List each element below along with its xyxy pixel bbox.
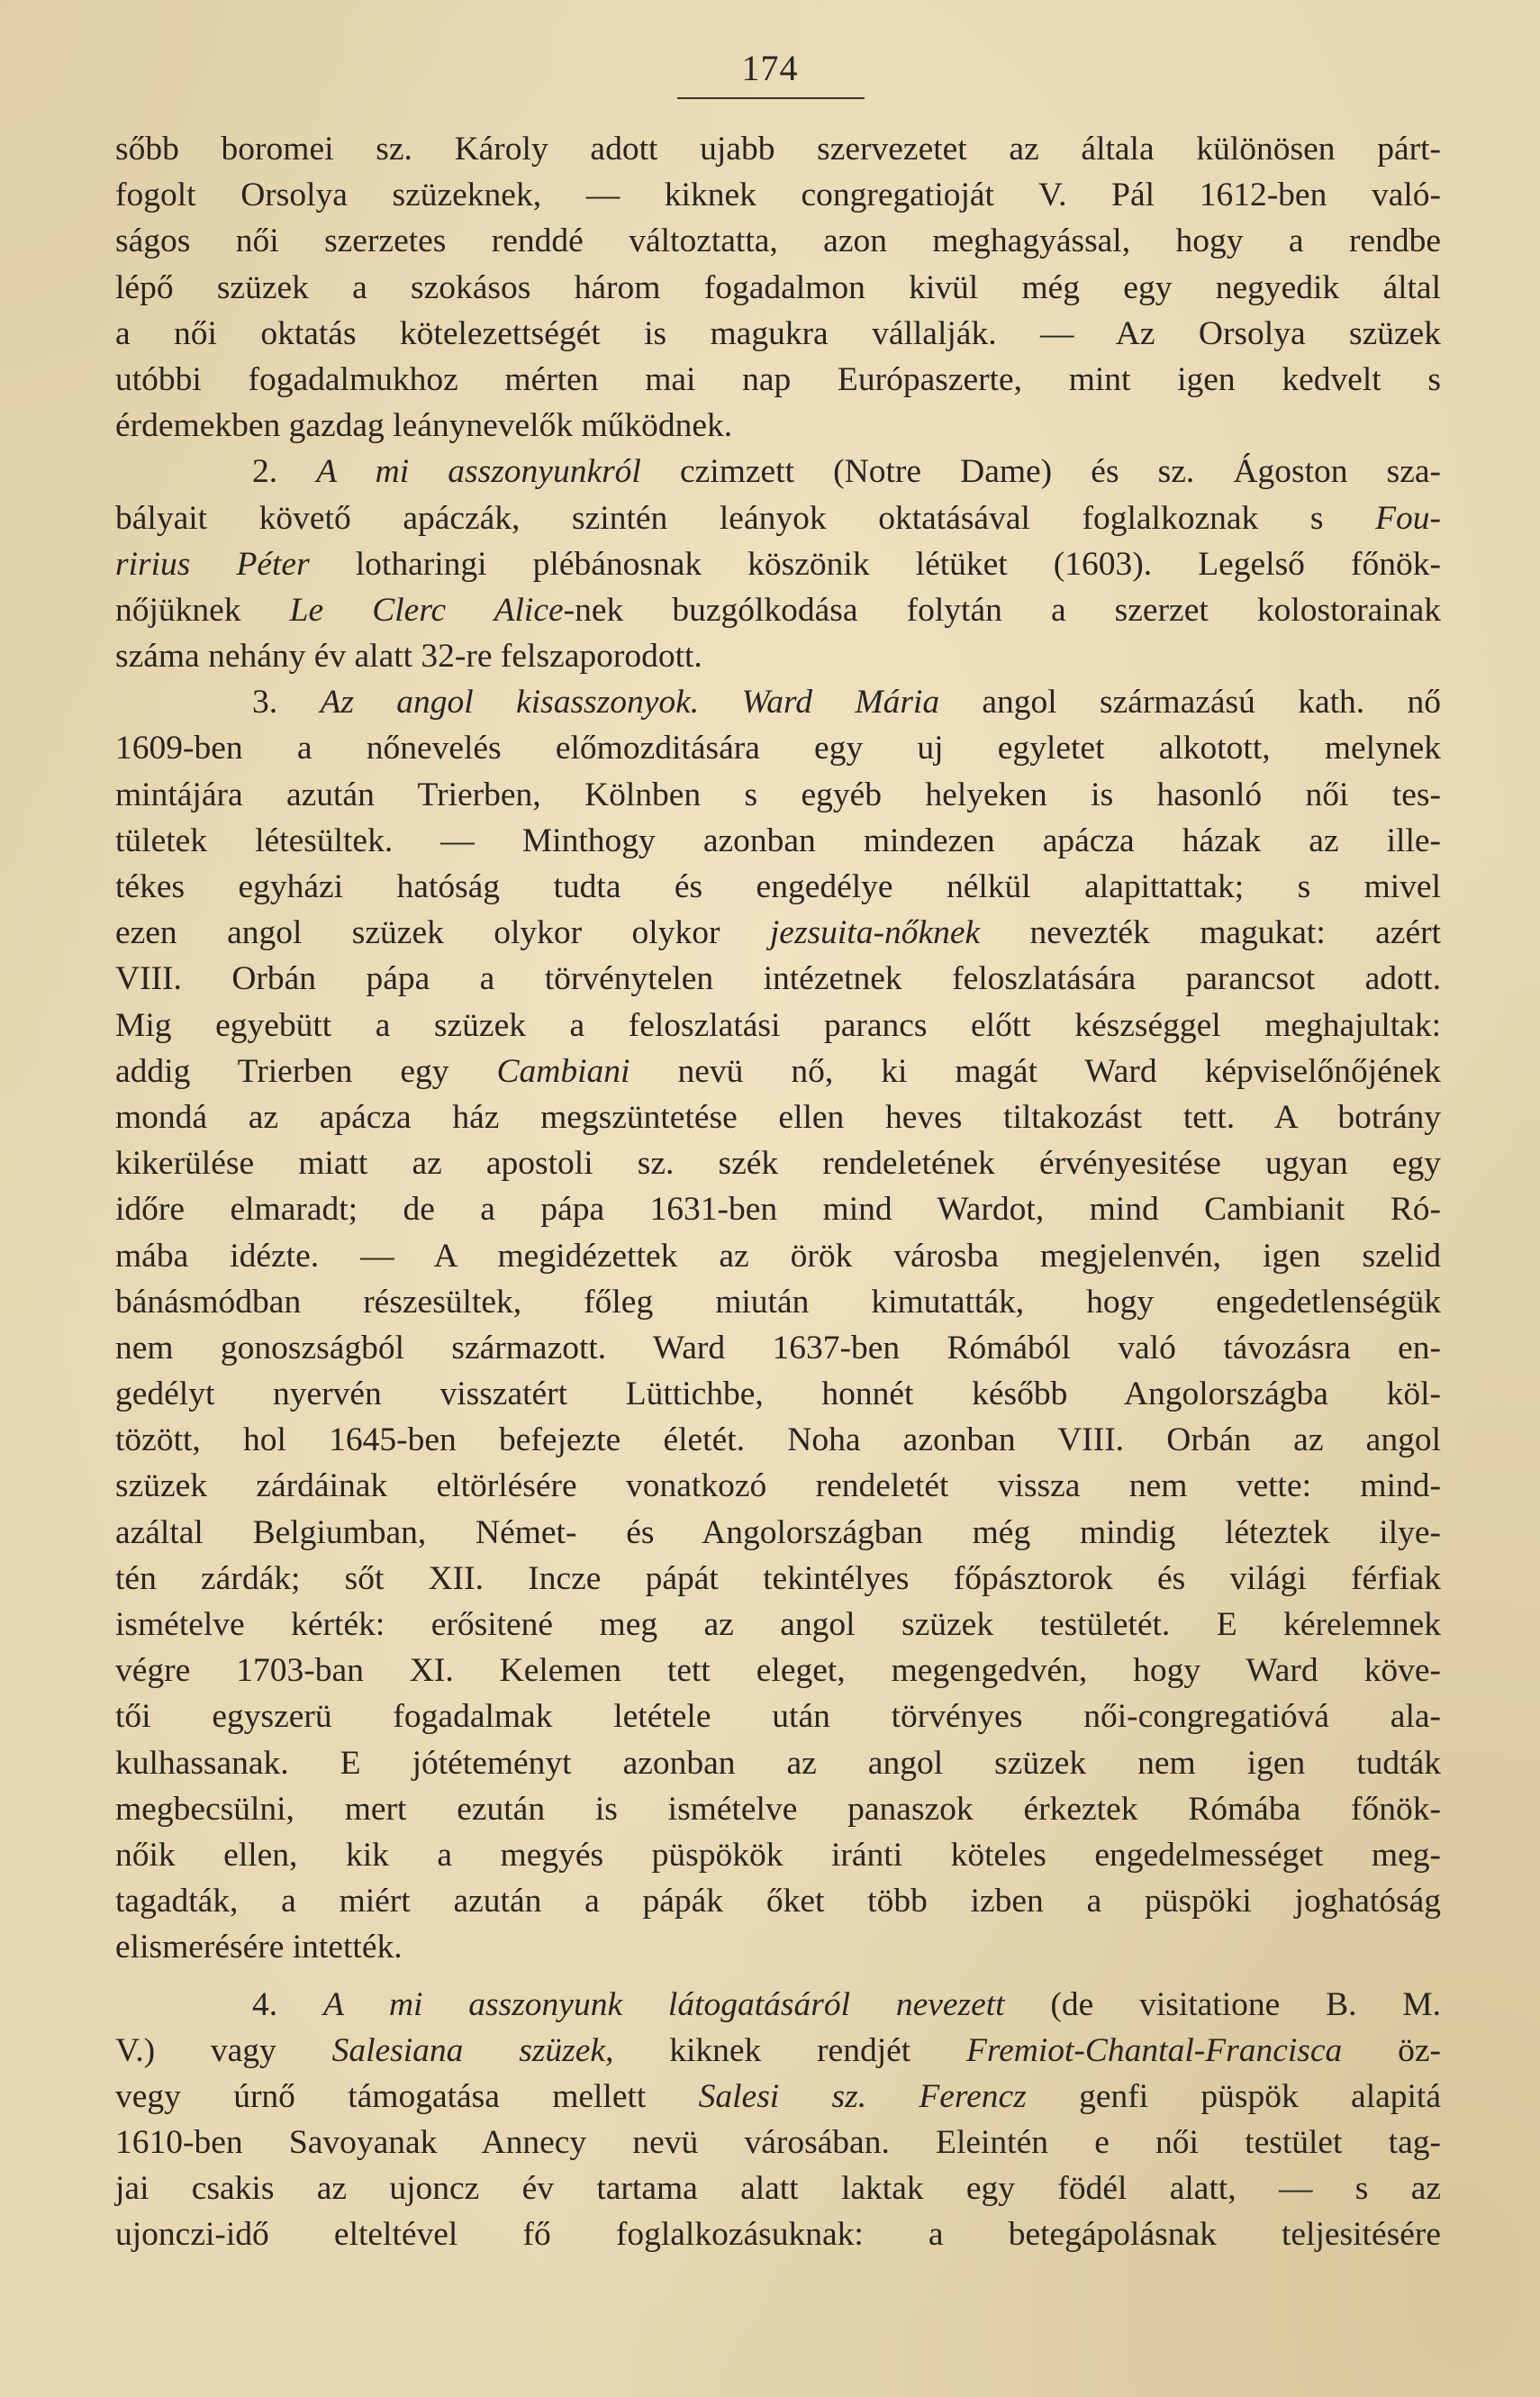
text-run: bánásmódban részesültek, főleg miután kimutatták, hogy engedetlenségük	[115, 1283, 1441, 1321]
text-line	[115, 2211, 1441, 2257]
text-line	[115, 1140, 1441, 1186]
text-run: ismételve kérték: erősitené meg az angol szüzek testületét. E kérelemnek	[115, 1606, 1441, 1643]
text-line	[115, 1003, 1441, 1049]
text-line	[115, 818, 1441, 864]
text-run: ezen angol szüzek olykor olykor	[115, 914, 770, 952]
text-run: Mig egyebütt a szüzek a feloszlatási parancs előtt készséggel meghajultak:	[115, 1006, 1441, 1044]
text-run: kikerülése miatt az apostoli sz. szék rendeletének érvényesitése ugyan egy	[115, 1145, 1441, 1183]
italic-text: Salesiana szüzek,	[331, 2031, 614, 2069]
text-line	[115, 910, 1441, 956]
text-run: lépő szüzek a szokásos három fogadalmon kivül még egy negyedik által	[115, 268, 1441, 306]
text-run: utóbbi fogadalmukhoz mérten mai nap Európaszerte, mint igen kedvelt s	[115, 360, 1441, 398]
text-run: 4.	[252, 1985, 323, 2023]
text-run: jai csakis az ujoncz év tartama alatt laktak egy födél alatt, — s az	[115, 2170, 1441, 2208]
text-run: nevü nő, ki magát Ward képviselőnőjének	[630, 1052, 1441, 1090]
text-run: tagadták, a miért azután a pápák őket több izben a püspöki joghatóság	[115, 1883, 1441, 1920]
text-line	[115, 1786, 1441, 1832]
text-line	[115, 956, 1441, 1002]
text-run: időre elmaradt; de a pápa 1631-ben mind Wardot, mind Cambianit Ró-	[115, 1191, 1441, 1229]
text-run: ságos női szerzetes renddé változtatta, azon meghagyással, hogy a rendbe	[115, 222, 1441, 260]
header-rule	[677, 97, 865, 99]
text-line	[115, 1279, 1441, 1325]
text-line	[115, 1924, 1441, 1970]
text-run: végre 1703-ban XI. Kelemen tett eleget, megengedvén, hogy Ward köve-	[115, 1652, 1441, 1690]
italic-text: ririus Péter	[115, 545, 310, 583]
text-run: tületek létesültek. — Minthogy azonban mindezen apácza házak az ille-	[115, 822, 1441, 859]
text-line	[115, 541, 1441, 587]
text-line	[115, 357, 1441, 403]
italic-text: Le Clerc Alice	[289, 591, 564, 629]
text-run: gedélyt nyervén visszatért Lüttichbe, honnét később Angolországba köl-	[115, 1376, 1441, 1413]
text-line	[115, 1693, 1441, 1739]
text-line	[115, 1832, 1441, 1878]
text-run: nőjüknek	[115, 591, 290, 629]
text-run: 3.	[252, 684, 321, 722]
text-line	[115, 1049, 1441, 1094]
text-line	[115, 864, 1441, 910]
text-line	[115, 2165, 1441, 2211]
italic-text: A mi asszonyunk látogatásáról nevezett	[322, 1985, 1005, 2023]
italic-text: Fou-	[1375, 499, 1441, 537]
text-run: megbecsülni, mert ezután is ismételve panaszok érkeztek Rómába főnök-	[115, 1790, 1441, 1828]
text-line	[115, 1094, 1441, 1140]
text-run: nőik ellen, kik a megyés püspökök iránti köteles engedelmességet meg-	[115, 1836, 1441, 1874]
page-number: 174	[741, 48, 799, 88]
text-run: kiknek rendjét	[613, 2031, 966, 2069]
text-run: addig Trierben egy	[115, 1052, 497, 1090]
text-run: mondá az apácza ház megszüntetése ellen heves tiltakozást tett. A botrány	[115, 1098, 1441, 1136]
text-run: nem gonoszságból származott. Ward 1637-ben Rómából való távozásra en-	[115, 1329, 1441, 1366]
paragraph-gap	[115, 1971, 1441, 1982]
text-line	[115, 1510, 1441, 1556]
text-line	[115, 2120, 1441, 2165]
text-line	[115, 449, 1441, 495]
text-line	[115, 1740, 1441, 1786]
text-line	[115, 772, 1441, 818]
text-line	[115, 495, 1441, 541]
text-line	[115, 2074, 1441, 2120]
text-run: a női oktatás kötelezettségét is magukra vállalják. — Az Orsolya szüzek	[115, 314, 1441, 352]
text-run: nevezték magukat: azért	[980, 914, 1441, 952]
text-line	[115, 403, 1441, 449]
body-text	[115, 126, 1441, 2258]
italic-text: Az angol kisasszonyok. Ward Mária	[320, 684, 940, 722]
text-run: mintájára azután Trierben, Kölnben s egyéb helyeken is hasonló női tes-	[115, 776, 1441, 813]
text-line	[115, 172, 1441, 218]
italic-text: A mi asszonyunkról	[316, 453, 641, 491]
text-run: 1610-ben Savoyanak Annecy nevü városában. Eleintén e női testület tag-	[115, 2124, 1441, 2162]
text-line	[115, 679, 1441, 725]
text-run: czimzett (Notre Dame) és sz. Ágoston sza-	[640, 453, 1442, 491]
text-run: VIII. Orbán pápa a törvénytelen intézetnek feloszlatására parancsot adott.	[115, 960, 1441, 998]
text-line	[115, 311, 1441, 357]
text-line	[115, 1325, 1441, 1371]
text-line	[115, 1463, 1441, 1509]
text-line	[115, 1556, 1441, 1602]
text-run: szüzek zárdáinak eltörlésére vonatkozó rendeletét vissza nem vette: mind-	[115, 1467, 1441, 1505]
text-run: tözött, hol 1645-ben befejezte életét. Noha azonban VIII. Orbán az angol	[115, 1421, 1441, 1459]
text-line	[115, 633, 1441, 679]
text-run: öz-	[1342, 2031, 1441, 2069]
text-line	[115, 218, 1441, 264]
text-run: vegy úrnő támogatása mellett	[115, 2077, 699, 2115]
text-run: 1609-ben a nőnevelés előmozditására egy uj egyletet alkotott, melynek	[115, 730, 1441, 767]
text-line	[115, 265, 1441, 311]
text-run: genfi püspök alapitá	[1026, 2077, 1441, 2115]
text-run: -nek buzgólkodása folytán a szerzet kolostorainak	[563, 591, 1441, 629]
text-run: mába idézte. — A megidézettek az örök városba megjelenvén, igen szelid	[115, 1237, 1441, 1275]
text-run: V.) vagy	[115, 2031, 332, 2069]
text-line	[115, 1648, 1441, 1693]
text-run: tői egyszerü fogadalmak letétele után törvényes női-congregatióvá ala-	[115, 1698, 1441, 1736]
text-line	[115, 1982, 1441, 2028]
italic-text: Salesi sz. Ferencz	[698, 2077, 1027, 2115]
text-run: 2.	[252, 453, 317, 491]
text-line	[115, 1602, 1441, 1648]
text-run: bályait követő apáczák, szintén leányok oktatásával foglalkoznak s	[115, 499, 1376, 537]
italic-text: Cambiani	[496, 1052, 630, 1090]
text-run: lotharingi plébánosnak köszönik létüket (1603). Legelső főnök-	[309, 545, 1441, 583]
text-line	[115, 1417, 1441, 1463]
text-run: ujonczi-idő elteltével fő foglalkozásuknak: a betegápolásnak teljesitésére	[115, 2216, 1441, 2254]
text-line	[115, 725, 1441, 771]
text-run: sőbb boromei sz. Károly adott ujabb szervezetet az általa különösen párt-	[115, 131, 1441, 168]
text-run: kulhassanak. E jótéteményt azonban az angol szüzek nem igen tudták	[115, 1744, 1441, 1782]
text-line	[115, 126, 1441, 172]
text-line	[115, 1371, 1441, 1417]
text-line	[115, 587, 1441, 633]
text-line	[115, 1186, 1441, 1232]
text-run: angol származású kath. nő	[939, 684, 1441, 722]
text-run: azáltal Belgiumban, Német- és Angolországban még mindig léteztek ilye-	[115, 1513, 1441, 1551]
text-run: érdemekben gazdag leánynevelők működnek.	[115, 407, 733, 445]
text-run: elismerésére intették.	[115, 1929, 403, 1966]
text-line	[115, 1878, 1441, 1924]
text-run: tékes egyházi hatóság tudta és engedélye nélkül alapittattak; s mivel	[115, 868, 1441, 905]
text-line	[115, 1233, 1441, 1279]
text-run: tén zárdák; sőt XII. Incze pápát tekintélyes főpásztorok és világi férfiak	[115, 1559, 1441, 1597]
italic-text: jezsuita-nőknek	[769, 914, 981, 952]
text-run: száma nehány év alatt 32-re felszaporodott.	[115, 638, 702, 676]
italic-text: Fremiot-Chantal-Francisca	[965, 2031, 1343, 2069]
text-run: (de visitatione B. M.	[1004, 1985, 1442, 2023]
text-run: fogolt Orsolya szüzeknek, — kiknek congregatioját V. Pál 1612-ben való-	[115, 177, 1441, 214]
text-line	[115, 2028, 1441, 2074]
